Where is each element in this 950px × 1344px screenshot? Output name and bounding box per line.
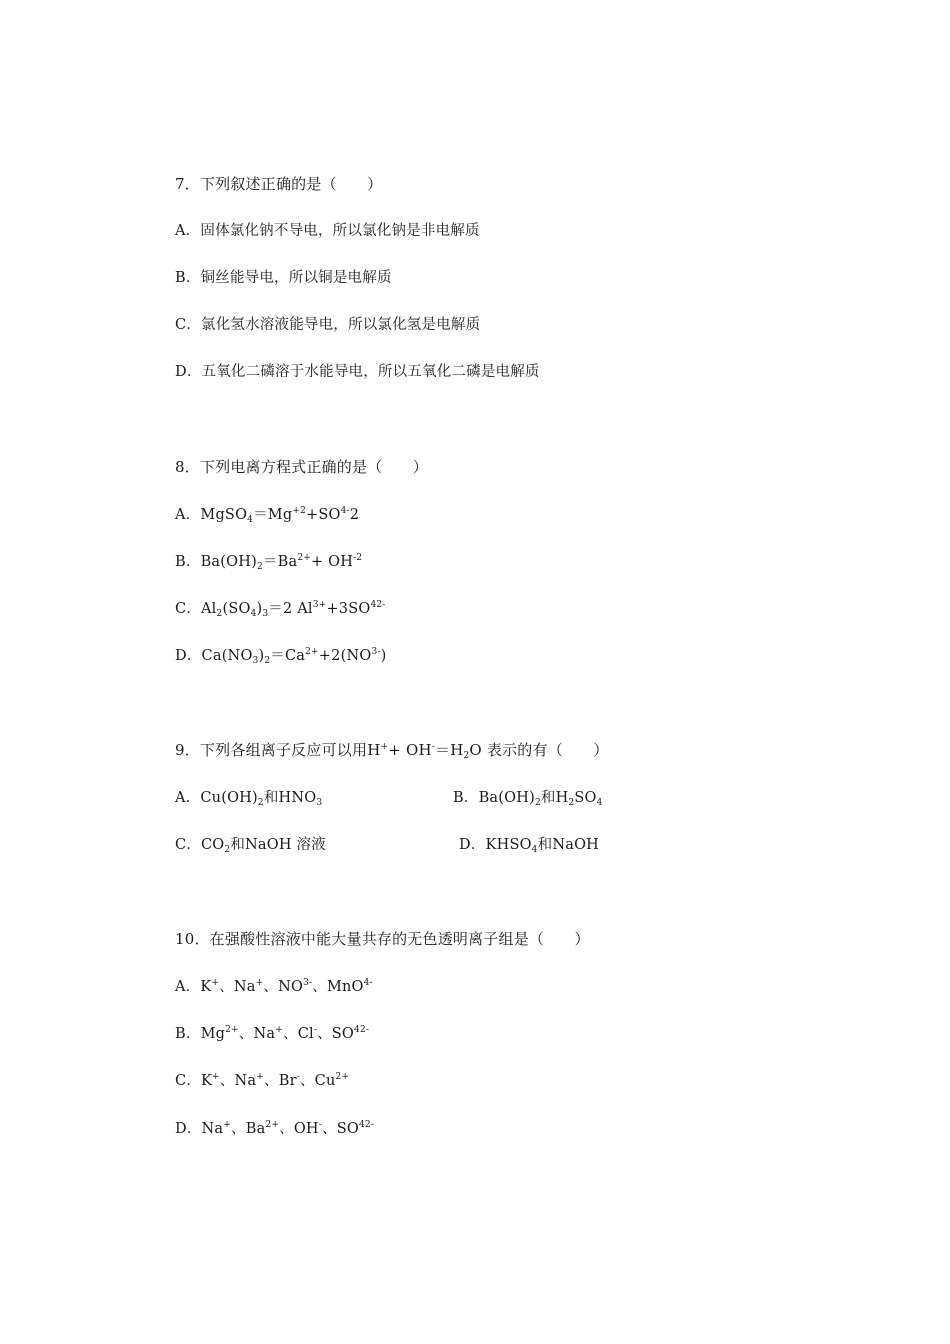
superscript: 2+ <box>335 1072 350 1082</box>
subscript: 2 <box>463 751 470 761</box>
superscript: + <box>212 1072 220 1082</box>
question-9-stem: 9．下列各组离子反应可以用$H^++ OH^-=H_2O$ 表示的有（ ） <box>175 741 609 761</box>
question-9-option-d: D．$KHSO_4$和NaOH <box>459 837 600 855</box>
question-9-option-b: B．$Ba(OH)_2$和$H_2SO_4$ <box>453 790 603 808</box>
question-8-stem: 8．下列电离方程式正确的是（ ） <box>175 458 428 476</box>
superscript: + <box>211 978 220 988</box>
question-7-option-b: B．铜丝能导电，所以铜是电解质 <box>175 270 392 286</box>
question-8-option-a: A．$MgSO_4=Mg^{+2}+SO^{4-}2$ <box>175 506 360 525</box>
question-9-option-a: A．$Cu(OH)_2$和$HNO_3$ <box>175 790 323 808</box>
superscript: - <box>431 742 435 752</box>
question-10-option-a: A．K+、Na+、$NO^{3-}$、MnO$^{4-}$ <box>175 978 373 995</box>
question-8-option-c: C．$Al_2(SO_4)_3=2$ $Al^{3+}+3SO^{42-}$ <box>175 600 386 619</box>
superscript: 4- <box>340 506 350 516</box>
superscript: + <box>255 978 264 988</box>
question-10-option-d: D．Na+、$Ba^{2+}$、OH-、$SO^{42-}$ <box>175 1120 375 1137</box>
subscript: 2 <box>256 562 263 572</box>
question-7-option-c: C．氯化氢水溶液能导电，所以氯化氢是电解质 <box>175 317 481 333</box>
question-10-option-c: C．K+、Na+、Br-、$Cu^{2+}$ <box>175 1072 350 1089</box>
subscript: 2 <box>224 845 231 855</box>
superscript: - <box>313 1025 318 1035</box>
subscript: 4 <box>596 798 603 808</box>
superscript: -2 <box>353 553 363 563</box>
subscript: 2 <box>257 798 264 808</box>
superscript: 42- <box>358 1120 375 1130</box>
superscript: 3- <box>371 647 381 657</box>
subscript: 4 <box>531 845 538 855</box>
question-8-option-b: B．$Ba(OH)_2=Ba^{2+}+ OH^{-2}$ <box>175 553 363 572</box>
question-10-stem: 10．在强酸性溶液中能大量共存的无色透明离子组是（ ） <box>175 930 590 948</box>
superscript: 3- <box>303 978 313 988</box>
superscript: +2 <box>292 506 307 516</box>
superscript: 42- <box>354 1025 370 1035</box>
superscript: 2+ <box>305 647 319 657</box>
superscript: 2+ <box>265 1120 280 1130</box>
superscript: - <box>318 1120 323 1130</box>
superscript: + <box>275 1025 283 1035</box>
superscript: + <box>256 1072 264 1082</box>
superscript: 2+ <box>297 553 311 563</box>
superscript: - <box>296 1072 300 1082</box>
subscript: 3 <box>252 656 259 666</box>
subscript: 2 <box>264 656 271 666</box>
superscript: + <box>380 742 389 752</box>
question-7-option-a: A．固体氯化钠不导电，所以氯化钠是非电解质 <box>175 223 480 239</box>
question-9-option-c: C．$CO_2$和NaOH 溶液 <box>175 837 326 855</box>
question-7-stem: 7．下列叙述正确的是（ ） <box>175 175 383 193</box>
subscript: 4 <box>247 515 254 525</box>
superscript: + <box>223 1120 232 1130</box>
question-8-option-d: D．$Ca(NO_3)_2=Ca^{2+}+2(NO^{3-})$ <box>175 647 387 666</box>
subscript: 4 <box>250 609 257 619</box>
superscript: 2+ <box>225 1025 239 1035</box>
subscript: 2 <box>216 609 223 619</box>
superscript: 3+ <box>312 600 327 610</box>
superscript: 4- <box>363 978 373 988</box>
superscript: 42- <box>370 600 386 610</box>
question-7-option-d: D．五氧化二磷溶于水能导电，所以五氧化二磷是电解质 <box>175 364 540 380</box>
subscript: 3 <box>262 609 269 619</box>
subscript: 2 <box>534 798 541 808</box>
question-10-option-b: B．$Mg^{2+}$、Na+、Cl-、$SO^{42-}$ <box>175 1025 370 1042</box>
subscript: 2 <box>568 798 575 808</box>
subscript: 3 <box>316 798 323 808</box>
